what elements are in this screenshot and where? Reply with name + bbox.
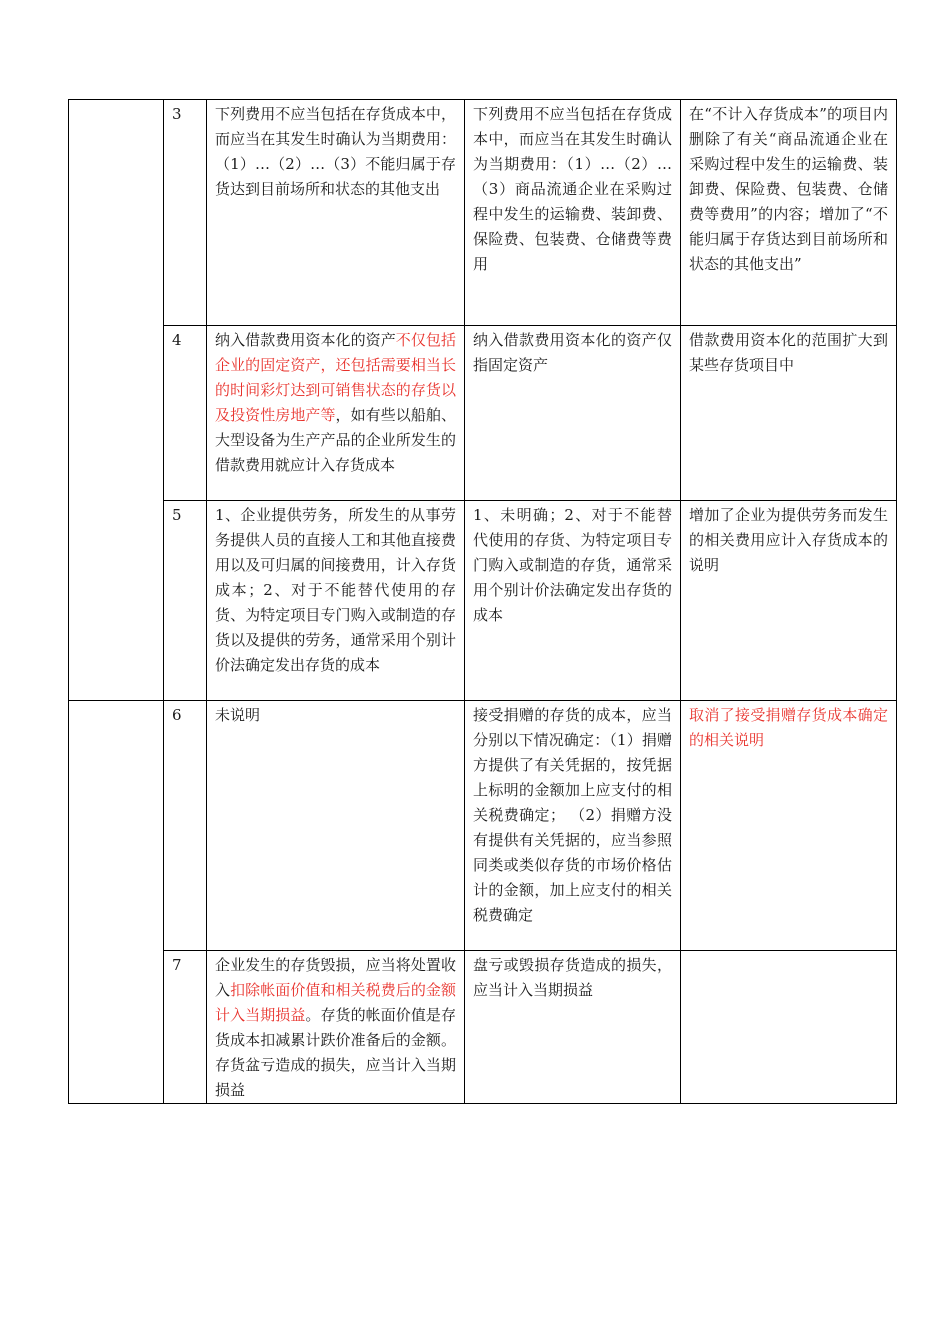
table-row: [69, 100, 897, 326]
table-row: [69, 951, 897, 1104]
new-text: 1、企业提供劳务，所发生的从事劳务提供人员的直接人工和其他直接费用以及可归属的间接费用，计入存货成本；2、对于不能替代使用的存货、为特定项目专门购入或制造的存货以及提供的劳务，通常采用个别计价法确定发出存货的成本: [215, 506, 456, 674]
old-standard-cell: 下列费用不应当包括在存货成本中，而应当在其发生时确认为当期费用：（1）…（2）…（3）商品流通企业在采购过程中发生的运输费、装卸费、保险费、包装费、仓储费等费用: [465, 100, 681, 326]
row-number: 3: [164, 100, 207, 326]
new-standard-cell: [207, 326, 465, 501]
category-cell: [69, 100, 164, 701]
new-text: 未说明: [215, 706, 261, 724]
new-standard-cell: [207, 951, 465, 1104]
table-row: [69, 701, 897, 951]
row-number: 6: [164, 701, 207, 951]
new-standard-cell: [207, 100, 465, 326]
change-cell: [681, 951, 897, 1104]
old-standard-cell: 盘亏或毁损存货造成的损失，应当计入当期损益: [465, 951, 681, 1104]
old-standard-cell: 1、未明确；2、对于不能替代使用的存货、为特定项目专门购入或制造的存货，通常采用个别计价法确定发出存货的成本: [465, 501, 681, 701]
change-cell: 增加了企业为提供劳务而发生的相关费用应计入存货成本的说明: [681, 501, 897, 701]
change-cell: 在“不计入存货成本”的项目内删除了有关“商品流通企业在采购过程中发生的运输费、装卸费、保险费、包装费、仓储费等费用”的内容；增加了“不能归属于存货达到目前场所和状态的其他支出”: [681, 100, 897, 326]
table-row: [69, 326, 897, 501]
new-text: ，如有些以船舶、大型设备为生产产品的企业所发生的借款费用就应计入存货成本: [215, 406, 456, 474]
new-standard-cell: [207, 501, 465, 701]
change-cell: 取消了接受捐赠存货成本确定的相关说明: [681, 701, 897, 951]
comparison-table: [68, 99, 897, 1104]
table-row: [69, 501, 897, 701]
old-standard-cell: 纳入借款费用资本化的资产仅指固定资产: [465, 326, 681, 501]
row-number: 7: [164, 951, 207, 1104]
new-text-highlight: 扣除帐面价值和相关税费后的金额计入当期损益: [215, 981, 456, 1024]
row-number: 4: [164, 326, 207, 501]
new-text: 。存货的帐面价值是存货成本扣减累计跌价准备后的金额。存货盆亏造成的损失，应当计入当期损益: [215, 1006, 456, 1099]
new-standard-cell: [207, 701, 465, 951]
row-number: 5: [164, 501, 207, 701]
new-text: 下列费用不应当包括在存货成本中，而应当在其发生时确认为当期费用：（1）…（2）…（3）不能归属于存货达到目前场所和状态的其他支出: [215, 105, 456, 198]
change-cell: 借款费用资本化的范围扩大到某些存货项目中: [681, 326, 897, 501]
category-cell: [69, 701, 164, 1104]
new-text: 企业发生的存货毁损，应当将处置收入: [215, 956, 456, 999]
new-text-highlight: 不仅包括企业的固定资产，还包括需要相当长的时间彩灯达到可销售状态的存货以及投资性房地产等: [215, 331, 456, 424]
old-standard-cell: 接受捐赠的存货的成本，应当分别以下情况确定：（1）捐赠方提供了有关凭据的，按凭据上标明的金额加上应支付的相关税费确定； （2）捐赠方没有提供有关凭据的，应当参照同类或类似存货的市场价格估计的金额，加上应支付的相关税费确定: [465, 701, 681, 951]
new-text: 纳入借款费用资本化的资产: [215, 331, 396, 349]
